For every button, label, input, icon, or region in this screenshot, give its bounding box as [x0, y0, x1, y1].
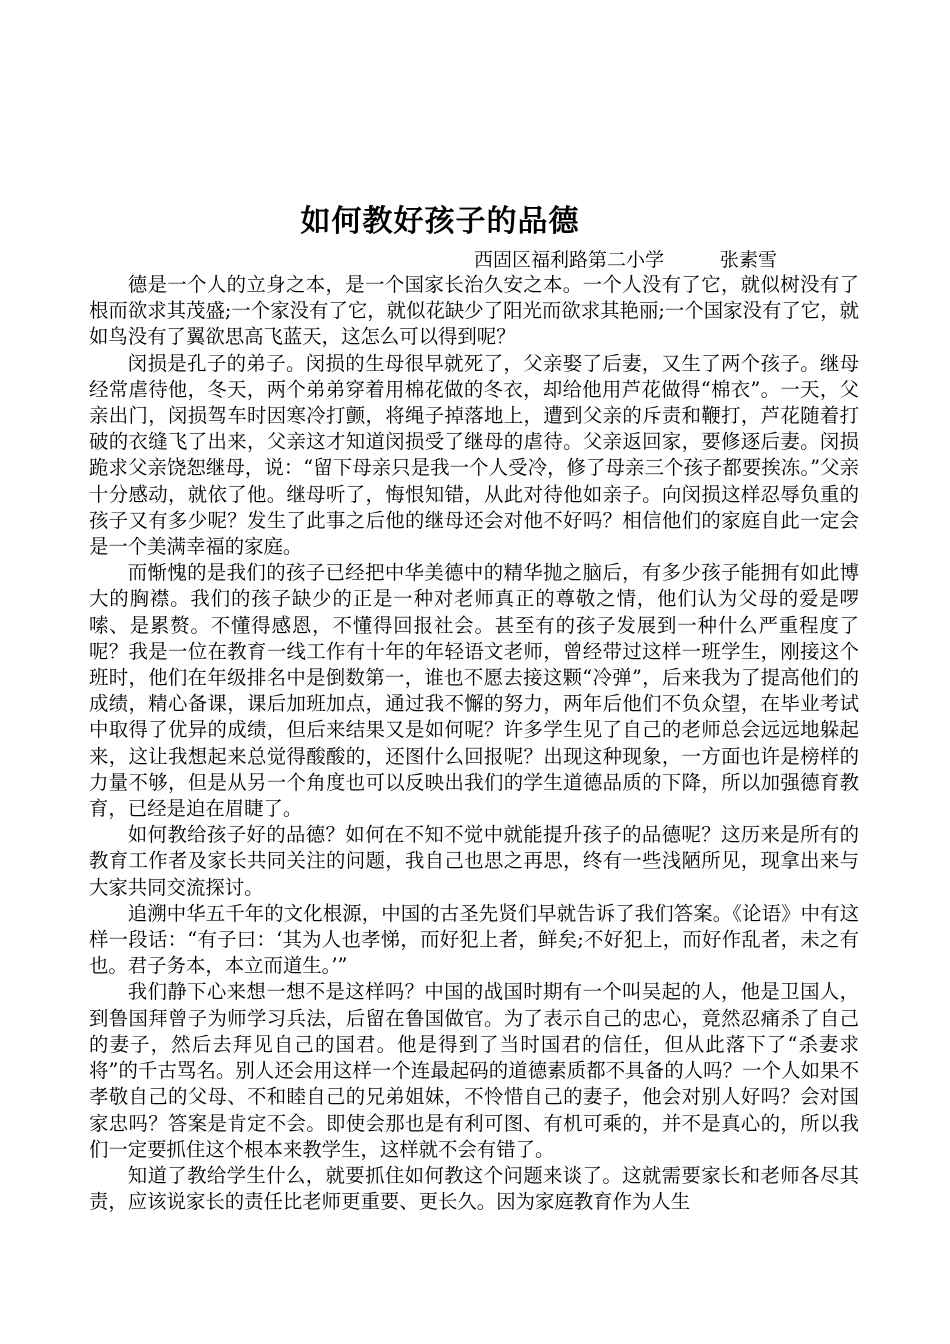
paragraph: 闵损是孔子的弟子。闵损的生母很早就死了，父亲娶了后妻，又生了两个孩子。继母经常虐待他，冬天，两个弟弟穿着用棉花做的冬衣，却给他用芦花做得“棉衣”。一天，父亲出门，闵损驾车时因寒冷打颤，将绳子掉落地上，遭到父亲的斥责和鞭打，芦花随着打破的衣缝飞了出来，父亲这才知道闵损受了继母的虐待。父亲返回家，要修逐后妻。闵损跪求父亲饶恕继母，说：“留下母亲只是我一个人受冷，修了母亲三个孩子都要挨冻。”父亲十分感动，就依了他。继母听了，悔恨知错，从此对待他如亲子。向闵损这样忍辱负重的孩子又有多少呢？发生了此事之后他的继母还会对他不好吗？相信他们的家庭自此一定会是一个美满幸福的家庭。	[89, 351, 859, 559]
paragraph: 而惭愧的是我们的孩子已经把中华美德中的精华抛之脑后，有多少孩子能拥有如此博大的胸襟。我们的孩子缺少的正是一种对老师真正的尊敬之情，他们认为父母的爱是啰嗦、是累赘。不懂得感恩，不懂得回报社会。甚至有的孩子发展到一种什么严重程度了呢？我是一位在教育一线工作有十年的年轻语文老师，曾经带过这样一班学生，刚接这个班时，他们在年级排名中是倒数第一，谁也不愿去接这颗“冷弹”，后来我为了提高他们的成绩，精心备课，课后加班加点，通过我不懈的努力，两年后他们不负众望，在毕业考试中取得了优异的成绩，但后来结果又是如何呢？许多学生见了自己的老师总会远远地躲起来，这让我想起来总觉得酸酸的，还图什么回报呢？出现这种现象，一方面也许是榜样的力量不够，但是从另一个角度也可以反映出我们的学生道德品质的下降，所以加强德育教育，已经是迫在眉睫了。	[89, 561, 859, 821]
paragraph: 如何教给孩子好的品德？如何在不知不觉中就能提升孩子的品德呢？这历来是所有的教育工作者及家长共同关注的问题，我自己也思之再思，终有一些浅陋所见，现拿出来与大家共同交流探讨。	[89, 823, 859, 899]
paragraph: 知道了教给学生什么，就要抓住如何教这个问题来谈了。这就需要家长和老师各尽其责，应该说家长的责任比老师更重要、更长久。因为家庭教育作为人生	[89, 1163, 859, 1214]
paragraph: 我们静下心来想一想不是这样吗？中国的战国时期有一个叫吴起的人，他是卫国人，到鲁国拜曾子为师学习兵法，后留在鲁国做官。为了表示自己的忠心，竟然忍痛杀了自己的妻子，然后去拜见自己的国君。他是得到了当时国君的信任，但从此落下了“杀妻求将”的千古骂名。别人还会用这样一个连最起码的道德素质都不具备的人吗？一个人如果不孝敬自己的父母、不和睦自己的兄弟姐妹，不怜惜自己的妻子，他会对别人好吗？会对国家忠吗？答案是肯定不会。即使会那也是有利可图、有机可乘的，并不是真心的，所以我们一定要抓住这个根本来教学生，这样就不会有错了。	[89, 980, 859, 1161]
byline-author: 张素雪	[720, 249, 778, 271]
byline	[474, 246, 777, 274]
document-body	[89, 272, 859, 1215]
paragraph: 追溯中华五千年的文化根源，中国的古圣先贤们早就告诉了我们答案。《论语》中有这样一段话：“有子曰：‘其为人也孝悌，而好犯上者，鲜矣;不好犯上，而好作乱者，未之有也。君子务本，本立而道生。’”	[89, 901, 859, 978]
document-title: 如何教好孩子的品德	[300, 204, 580, 239]
byline-school: 西固区福利路第二小学	[474, 249, 665, 271]
paragraph: 德是一个人的立身之本，是一个国家长治久安之本。一个人没有了它，就似树没有了根而欲求其茂盛;一个家没有了它，就似花缺少了阳光而欲求其艳丽;一个国家没有了它，就如鸟没有了翼欲思高飞蓝天，这怎么可以得到呢？	[89, 273, 859, 349]
